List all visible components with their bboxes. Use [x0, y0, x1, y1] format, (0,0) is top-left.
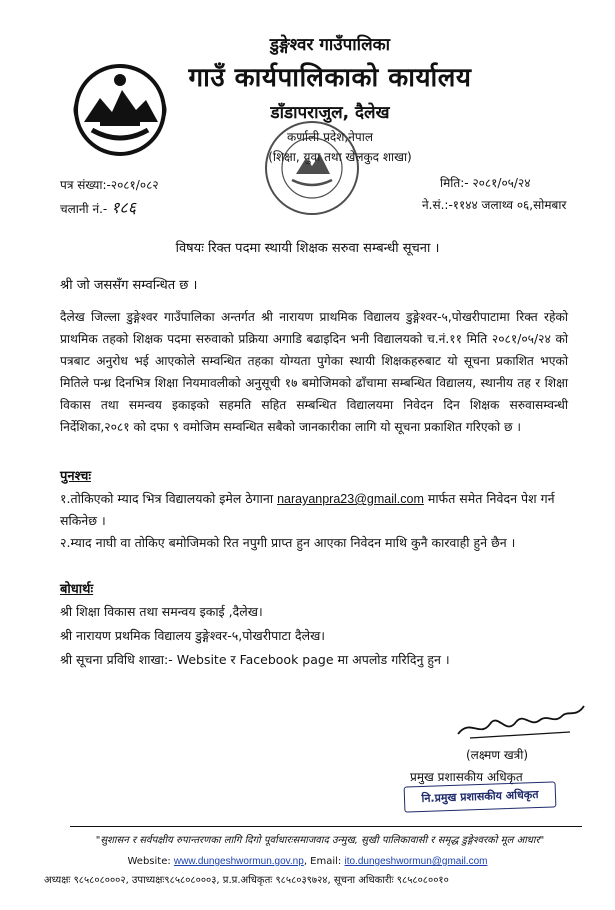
office-title: गाउँ कार्यपालिकाको कार्यालय [188, 63, 472, 93]
email-label: Email: [310, 856, 342, 867]
handwritten-signature [450, 698, 590, 748]
municipality-name: डुङ्गेश्वर गाउँपालिका [269, 35, 391, 55]
letter-number [60, 176, 159, 193]
website-label: Website: [127, 856, 171, 867]
letter-number-label: पत्र संख्या: [60, 178, 107, 192]
postscript-item-text: मार्फत समेत निवेदन पेश गर्न सकिनेछ । [60, 491, 555, 528]
dispatch-number-label: चलानी नं.- [60, 202, 108, 216]
date-bs-label: मिति:- [440, 176, 469, 190]
email-link[interactable]: ito.dungeshwormun@gmail.com [344, 856, 488, 867]
footer-motto: "सुशासन र सर्वपक्षीय रुपान्तरणका लागि दिगो पूर्वाधारःसमाजवाद उन्मुख, सुखी पालिकावासी र समृद्ध डुङ्गेश्वरको मूल आधार" [95, 835, 545, 846]
signer-name: (लक्ष्मण खत्री) [466, 748, 529, 762]
postscript-item [60, 488, 570, 532]
office-seal-stamp [262, 118, 362, 218]
postscript-item-text: १.तोकिएको म्याद भित्र विद्यालयको इमेल ठेगाना [60, 491, 274, 506]
designation-stamp: नि.प्रमुख प्रशासकीय अधिकृत [404, 781, 557, 812]
cc-list [60, 600, 540, 672]
date-bs-value: २०८१/०५/२४ [472, 176, 531, 190]
postscript-item: २.म्याद नाघी वा तोकिए बमोजिमको रित नपुगी प्राप्त हुन आएका निवेदन माथि कुनै कारवाही हुने छैन । [60, 535, 516, 550]
nepal-emblem-logo [70, 60, 170, 160]
signer-designation: प्रमुख प्रशासकीय अधिकृत [410, 770, 523, 784]
office-province: कर्णाली प्रदेश,नेपाल [287, 130, 373, 144]
cc-item: श्री नारायण प्रथमिक विद्यालय डुङ्गेश्वर-५,पोखरीपाटा दैलेख। [60, 628, 326, 643]
postscript-heading: पुनश्चः [60, 469, 92, 484]
footer-divider [70, 826, 582, 827]
dispatch-number-value: १८६ [111, 198, 137, 217]
school-email-link[interactable]: narayanpra23@gmail.com [277, 492, 424, 506]
postscript-list [60, 488, 570, 554]
letter-number-value: -२०८१/०८२ [106, 178, 159, 192]
salutation: श्री जो जससँग सम्वन्धित छ । [60, 278, 198, 293]
cc-item: श्री शिक्षा विकास तथा समन्वय इकाई ,दैलेख। [60, 604, 263, 619]
footer-contact: Website: www.dungeshwormun.gov.np, Email: ito.dungeshwormun@gmail.com [127, 856, 488, 867]
cc-item: श्री सूचना प्रविधि शाखा:- Website र Facebook page मा अपलोड गरिदिनु हुन । [60, 652, 450, 667]
letter-subject: विषयः रिक्त पदमा स्थायी शिक्षक सरुवा सम्बन्धी सूचना । [175, 241, 440, 256]
date-bs [440, 174, 530, 191]
office-branch: (शिक्षा, युवा तथा खेलकुद शाखा) [268, 150, 412, 164]
date-nepal-sambat: ने.सं.:-११४४ जलाथ्व ०६,सोमबार [422, 198, 567, 212]
dispatch-number [60, 196, 136, 218]
letter-body: दैलेख जिल्ला डुङ्गेश्वर गाउँपालिका अन्तर्गत श्री नारायण प्राथमिक विद्यालय डुङ्गेश्वर-५,पोखरीपाटामा रिक्त रहेको प्राथमिक तहको शिक्षक पदमा सरुवाको प्रक्रिया अगाडि बढाइदिन भनी विद्यालयको च.नं.११ मिति २०८१/०५/२४ को पत्रबाट अनुरोध भई आएकोले सम्वन्धित तहका योग्यता पुगेका स्थायी शिक्षकहरुबाट यो सूचना प्रकाशित भएको मितिले पन्ध्र दिनभित्र शिक्षा नियमावलीको अनुसूची १७ बमोजिमको ढाँचामा सम्बन्धित विद्यालय, स्थानीय तह र शिक्षा विकास तथा समन्वय इकाइको सहमति सहित सम्बन्धित विद्यालयमा निवेदन दिन शिक्षक सरुवासम्वन्धी निर्देशिका,२०८१ को दफा ९ वमोजिम सम्वन्धित सबैको जानकारीका लागि यो सूचना प्रकाशित गरिएको छ । [60, 310, 568, 434]
footer-phone-numbers: अध्यक्षः ९८५८०८०००२, उपाध्यक्षः९८५८०८०००३, प्र.प्र.अधिकृतः ९८५८०३९७२४, सूचना अधिकारीः ९८५८०८००१० [44, 875, 449, 886]
website-link[interactable]: www.dungeshwormun.gov.np [173, 856, 304, 867]
office-location: डाँडापराजुल, दैलेख [270, 103, 390, 123]
cc-heading: बोधार्थः [60, 582, 94, 597]
